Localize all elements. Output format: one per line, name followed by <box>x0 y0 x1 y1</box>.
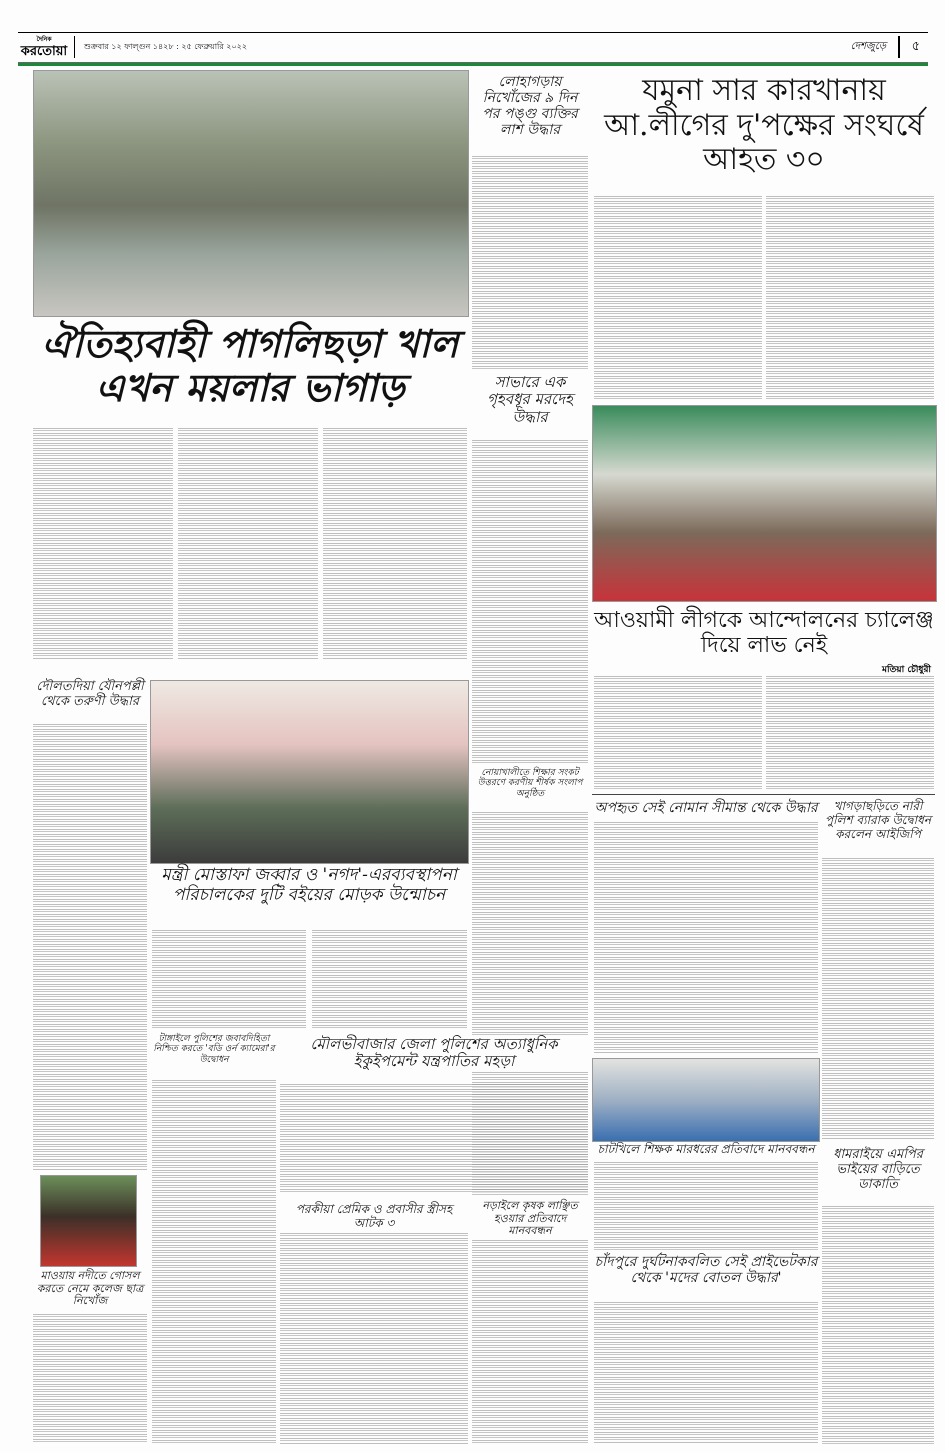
issue-date: শুক্রবার ১২ ফাল্গুন ১৪২৮ : ২৫ ফেব্রুয়ারি ২০২২ <box>84 42 248 51</box>
byline: মতিয়া চৌধুরী <box>881 665 931 675</box>
headline-awami: আওয়ামী লীগকে আন্দোলনের চ্যালেঞ্জ দিয়ে লাভ নেই <box>594 608 934 659</box>
article-body <box>594 822 818 1054</box>
article-body <box>472 1240 588 1444</box>
headline-chandpur: চাঁদপুরে দুর্ঘটনাকবলিত সেই প্রাইভেটকার থেকে 'মদের বোতল উদ্ধার' <box>594 1254 818 1287</box>
masthead-rule <box>18 62 928 66</box>
headline-khal: ঐতিহ্যবাহী পাগলিছড়া খাল এখন ময়লার ভাগাড় <box>41 321 459 410</box>
article-body <box>33 724 147 1170</box>
article-body <box>152 1080 276 1444</box>
headline-chatkhil: চাটখিলে শিক্ষক মারধরের প্রতিবাদে মানববন্ধন <box>594 1143 818 1157</box>
article-body <box>594 1302 818 1444</box>
headline-moulvibazar: মৌলভীবাজার জেলা পুলিশের অত্যাধুনিক ইকুইপমেন্ট যন্ত্রপাতির মহড়া <box>280 1036 588 1071</box>
protest-photo <box>592 1058 820 1142</box>
headline-lohagara: লোহাগড়ায় নিখোঁজের ৯ দিন পর পঙ্গু ব্যক্তির লাশ উদ্ধার <box>472 74 588 138</box>
section-name: দেশজুড়ে <box>850 41 886 52</box>
divider <box>898 36 900 58</box>
article-body <box>312 930 467 1028</box>
article-body <box>178 428 318 660</box>
divider <box>74 36 75 58</box>
logo-small: দৈনিক <box>36 36 52 43</box>
article-body <box>594 1162 818 1250</box>
article-body <box>594 676 762 790</box>
headline-noman: অপহৃত সেই নোমান সীমান্ত থেকে উদ্ধার <box>594 800 818 816</box>
headline-tangail: টাঙ্গাইলে পুলিশের জবাবদিহিতা নিশ্চিত করতে 'বডি ওর্ন ক্যামেরা'র উদ্বোধন <box>153 1034 275 1065</box>
headline-khagrachari: খাগড়াছড়িতে নারী পুলিশ ব্যারাক উদ্বোধন করলেন আইজিপি <box>822 800 934 841</box>
article-body <box>152 930 306 1028</box>
article-body <box>280 1084 588 1194</box>
logo <box>18 34 70 58</box>
article-body <box>766 196 934 400</box>
article-body <box>472 440 588 764</box>
article-body <box>822 858 934 1140</box>
headline-savar: সাভারে এক গৃহবধূর মরদেহ উদ্ধার <box>472 374 588 426</box>
article-body <box>766 676 934 790</box>
headline-narail: নড়াইলে কৃষক লাঞ্ছিত হওয়ার প্রতিবাদে মানববন্ধন <box>472 1200 588 1238</box>
divider <box>592 794 935 795</box>
book-launch-photo <box>150 680 469 864</box>
headline-daulatdia: দৌলতদিয়া যৌনপল্লী থেকে তরুণী উদ্ধার <box>33 680 147 710</box>
article-body <box>280 1228 468 1444</box>
canal-garbage-photo <box>33 70 469 317</box>
logo-text: করতোয়া <box>20 44 68 59</box>
article-body <box>33 428 173 660</box>
headline-porokiya: পরকীয়া প্রেমিক ও প্রবাসীর স্ত্রীসহ আটক ৩ <box>280 1203 468 1231</box>
headline-mantri: মন্ত্রী মোস্তাফা জব্বার ও 'নগদ'-এরব্যবস্থাপনা পরিচালকের দুটি বইয়ের মোড়ক উন্মোচন <box>152 866 466 905</box>
headline-jamuna: যমুনা সার কারখানায় আ.লীগের দু'পক্ষের সংঘর্ষে আহত ৩০ <box>594 74 934 178</box>
headline-noakhali: নোয়াখালীতে শিক্ষার সংকট উত্তরণে করণীয় শীর্ষক সংলাপ অনুষ্ঠিত <box>472 768 588 799</box>
article-body <box>323 428 467 660</box>
page-number: ৫ <box>911 39 920 54</box>
headline-dhamrai: ধামরাইয়ে এমপির ভাইয়ের বাড়িতে ডাকাতি <box>822 1148 934 1193</box>
article-body <box>822 1206 934 1444</box>
article-body <box>472 156 588 370</box>
student-portrait-photo <box>40 1175 137 1267</box>
article-body <box>594 196 762 400</box>
masthead <box>18 32 928 63</box>
article-body <box>33 1314 147 1444</box>
headline-mawa: মাওয়ায় নদীতে গোসল করতে নেমে কলেজ ছাত্র নিখোঁজ <box>33 1270 147 1308</box>
awami-league-event-photo <box>592 405 937 602</box>
